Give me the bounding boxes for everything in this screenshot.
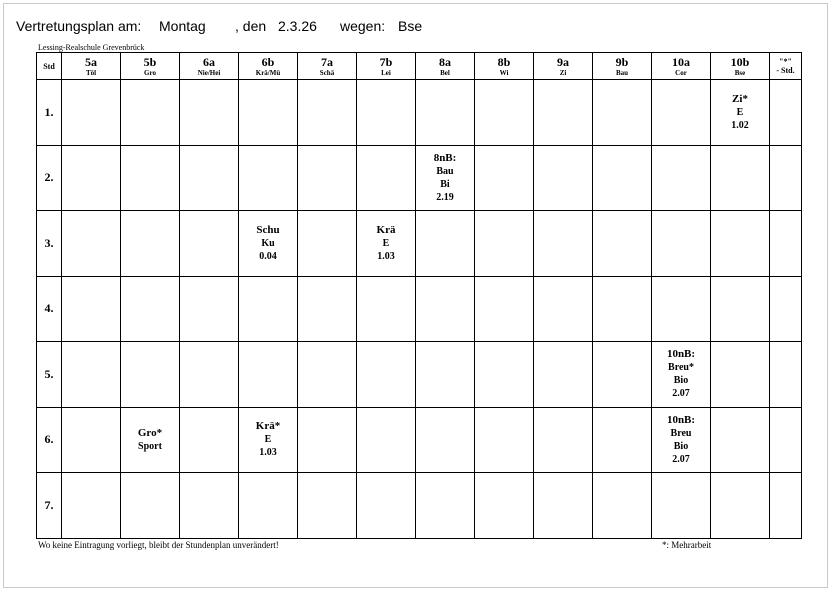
table-cell xyxy=(298,211,357,277)
table-cell xyxy=(357,407,416,473)
entry-line: 2.19 xyxy=(436,191,454,203)
table-row xyxy=(37,211,802,277)
extra-hours-cell xyxy=(770,80,802,146)
header-den: , den xyxy=(235,18,267,34)
table-cell xyxy=(180,80,239,146)
table-cell xyxy=(711,211,770,277)
table-cell xyxy=(239,342,298,408)
school-name: Lessing-Realschule Grevenbrück xyxy=(38,43,145,52)
class-header: 8b Wi xyxy=(475,53,534,80)
footer-legend: *: Mehrarbeit xyxy=(662,540,712,550)
table-cell xyxy=(416,473,475,539)
entry-line: E xyxy=(382,237,390,249)
entry-line: Krä xyxy=(376,223,396,236)
class-header: 5b Gro xyxy=(121,53,180,80)
table-cell xyxy=(62,80,121,146)
table-cell xyxy=(416,407,475,473)
entry-line: E xyxy=(736,106,744,118)
table-cell xyxy=(357,276,416,342)
extra-hours-cell xyxy=(770,342,802,408)
table-cell xyxy=(62,473,121,539)
table-cell xyxy=(180,145,239,211)
table-cell xyxy=(593,276,652,342)
table-cell xyxy=(652,342,711,408)
table-cell xyxy=(534,211,593,277)
class-header: 10a Cor xyxy=(652,53,711,80)
table-cell xyxy=(357,145,416,211)
table-cell xyxy=(711,80,770,146)
table-cell xyxy=(180,211,239,277)
table-row xyxy=(37,473,802,539)
extra-hours-cell xyxy=(770,145,802,211)
table-cell xyxy=(121,473,180,539)
substitution-table xyxy=(36,52,802,539)
table-cell xyxy=(239,80,298,146)
entry-line: Schu xyxy=(256,223,280,236)
table-cell xyxy=(652,473,711,539)
header-day: Montag xyxy=(159,18,206,34)
table-cell xyxy=(593,80,652,146)
table-cell xyxy=(416,211,475,277)
entry-line: 1.03 xyxy=(259,447,277,459)
entry-line: 10nB: xyxy=(666,348,696,361)
entry-line: Bio xyxy=(673,440,689,452)
class-header: 8a Bel xyxy=(416,53,475,80)
std-header: Std xyxy=(37,53,62,80)
table-cell xyxy=(652,407,711,473)
table-cell xyxy=(534,473,593,539)
entry-line: Krä* xyxy=(255,420,281,433)
table-cell xyxy=(180,473,239,539)
table-cell xyxy=(298,276,357,342)
table-cell xyxy=(593,211,652,277)
table-cell xyxy=(62,145,121,211)
table-cell xyxy=(711,276,770,342)
header-wegen: wegen: xyxy=(340,18,386,34)
table-cell xyxy=(62,342,121,408)
class-header: 7a Schä xyxy=(298,53,357,80)
table-cell xyxy=(416,276,475,342)
table-cell xyxy=(298,407,357,473)
entry-line: 1.03 xyxy=(377,250,395,262)
table-row xyxy=(37,407,802,473)
entry-line: Bio xyxy=(673,375,689,387)
table-cell xyxy=(239,211,298,277)
extra-hours-header: "*" - Std. xyxy=(770,53,802,80)
entry-line: Zi* xyxy=(732,92,748,105)
table-cell xyxy=(180,407,239,473)
entry-line: Bi xyxy=(440,178,450,190)
header-reason: Bse xyxy=(398,18,423,34)
extra-hours-cell xyxy=(770,211,802,277)
entry-line: Ku xyxy=(261,237,275,249)
table-cell xyxy=(475,211,534,277)
period-number: 7. xyxy=(37,473,62,539)
table-cell xyxy=(121,145,180,211)
table-cell xyxy=(239,276,298,342)
table-cell xyxy=(475,276,534,342)
table-cell xyxy=(416,80,475,146)
class-header: 6a Nie/Hei xyxy=(180,53,239,80)
table-cell xyxy=(357,342,416,408)
table-cell xyxy=(534,407,593,473)
table-cell xyxy=(475,407,534,473)
table-row xyxy=(37,145,802,211)
table-row xyxy=(37,276,802,342)
period-number: 1. xyxy=(37,80,62,146)
class-header: 6b Krä/Mü xyxy=(239,53,298,80)
entry-line: 0.04 xyxy=(259,250,277,262)
table-cell xyxy=(534,342,593,408)
entry-line: 8nB: xyxy=(433,151,457,164)
extra-hours-cell xyxy=(770,276,802,342)
table-cell xyxy=(416,342,475,408)
entry-line: Sport xyxy=(138,440,162,452)
class-header: 10b Bse xyxy=(711,53,770,80)
class-header: 5a Töl xyxy=(62,53,121,80)
table-cell xyxy=(298,80,357,146)
period-number: 5. xyxy=(37,342,62,408)
table-cell xyxy=(121,211,180,277)
table-cell xyxy=(652,80,711,146)
footer-note: Wo keine Eintragung vorliegt, bleibt der Stundenplan unverändert! xyxy=(38,540,279,550)
class-header: 7b Lei xyxy=(357,53,416,80)
table-cell xyxy=(357,473,416,539)
table-cell xyxy=(652,145,711,211)
table-cell xyxy=(711,342,770,408)
table-cell xyxy=(121,276,180,342)
table-cell xyxy=(62,276,121,342)
entry-line: 1.02 xyxy=(731,119,749,131)
table-cell xyxy=(534,80,593,146)
table-cell xyxy=(711,407,770,473)
table-cell xyxy=(593,342,652,408)
table-header-row xyxy=(37,53,802,80)
table-cell xyxy=(357,80,416,146)
table-row xyxy=(37,342,802,408)
table-cell xyxy=(416,145,475,211)
table-cell xyxy=(475,145,534,211)
table-cell xyxy=(593,407,652,473)
table-cell xyxy=(121,342,180,408)
table-cell xyxy=(298,342,357,408)
table-cell xyxy=(475,473,534,539)
entry-line: 2.07 xyxy=(672,453,690,465)
table-cell xyxy=(239,145,298,211)
table-cell xyxy=(652,211,711,277)
table-cell xyxy=(239,407,298,473)
header-date: 2.3.26 xyxy=(278,18,317,34)
table-cell xyxy=(298,145,357,211)
entry-line: E xyxy=(264,434,272,446)
table-cell xyxy=(62,211,121,277)
period-number: 6. xyxy=(37,407,62,473)
entry-line: Breu xyxy=(670,427,692,439)
table-cell xyxy=(475,80,534,146)
entry-line: 10nB: xyxy=(666,413,696,426)
table-cell xyxy=(475,342,534,408)
table-cell xyxy=(180,276,239,342)
table-cell xyxy=(711,145,770,211)
table-cell xyxy=(239,473,298,539)
table-cell xyxy=(534,145,593,211)
extra-hours-cell xyxy=(770,473,802,539)
table-row xyxy=(37,80,802,146)
table-cell xyxy=(62,407,121,473)
table-cell xyxy=(711,473,770,539)
class-header: 9b Bau xyxy=(593,53,652,80)
table-cell xyxy=(652,276,711,342)
table-cell xyxy=(121,407,180,473)
header-label: Vertretungsplan am: xyxy=(16,18,142,34)
entry-line: 2.07 xyxy=(672,388,690,400)
period-number: 4. xyxy=(37,276,62,342)
entry-line: Gro* xyxy=(137,426,163,439)
table-cell xyxy=(298,473,357,539)
table-cell xyxy=(593,473,652,539)
table-cell xyxy=(593,145,652,211)
period-number: 3. xyxy=(37,211,62,277)
entry-line: Breu* xyxy=(668,362,694,374)
extra-hours-cell xyxy=(770,407,802,473)
period-number: 2. xyxy=(37,145,62,211)
class-header: 9a Zi xyxy=(534,53,593,80)
entry-line: Bau xyxy=(436,165,454,177)
table-cell xyxy=(180,342,239,408)
table-cell xyxy=(357,211,416,277)
table-cell xyxy=(534,276,593,342)
table-cell xyxy=(121,80,180,146)
